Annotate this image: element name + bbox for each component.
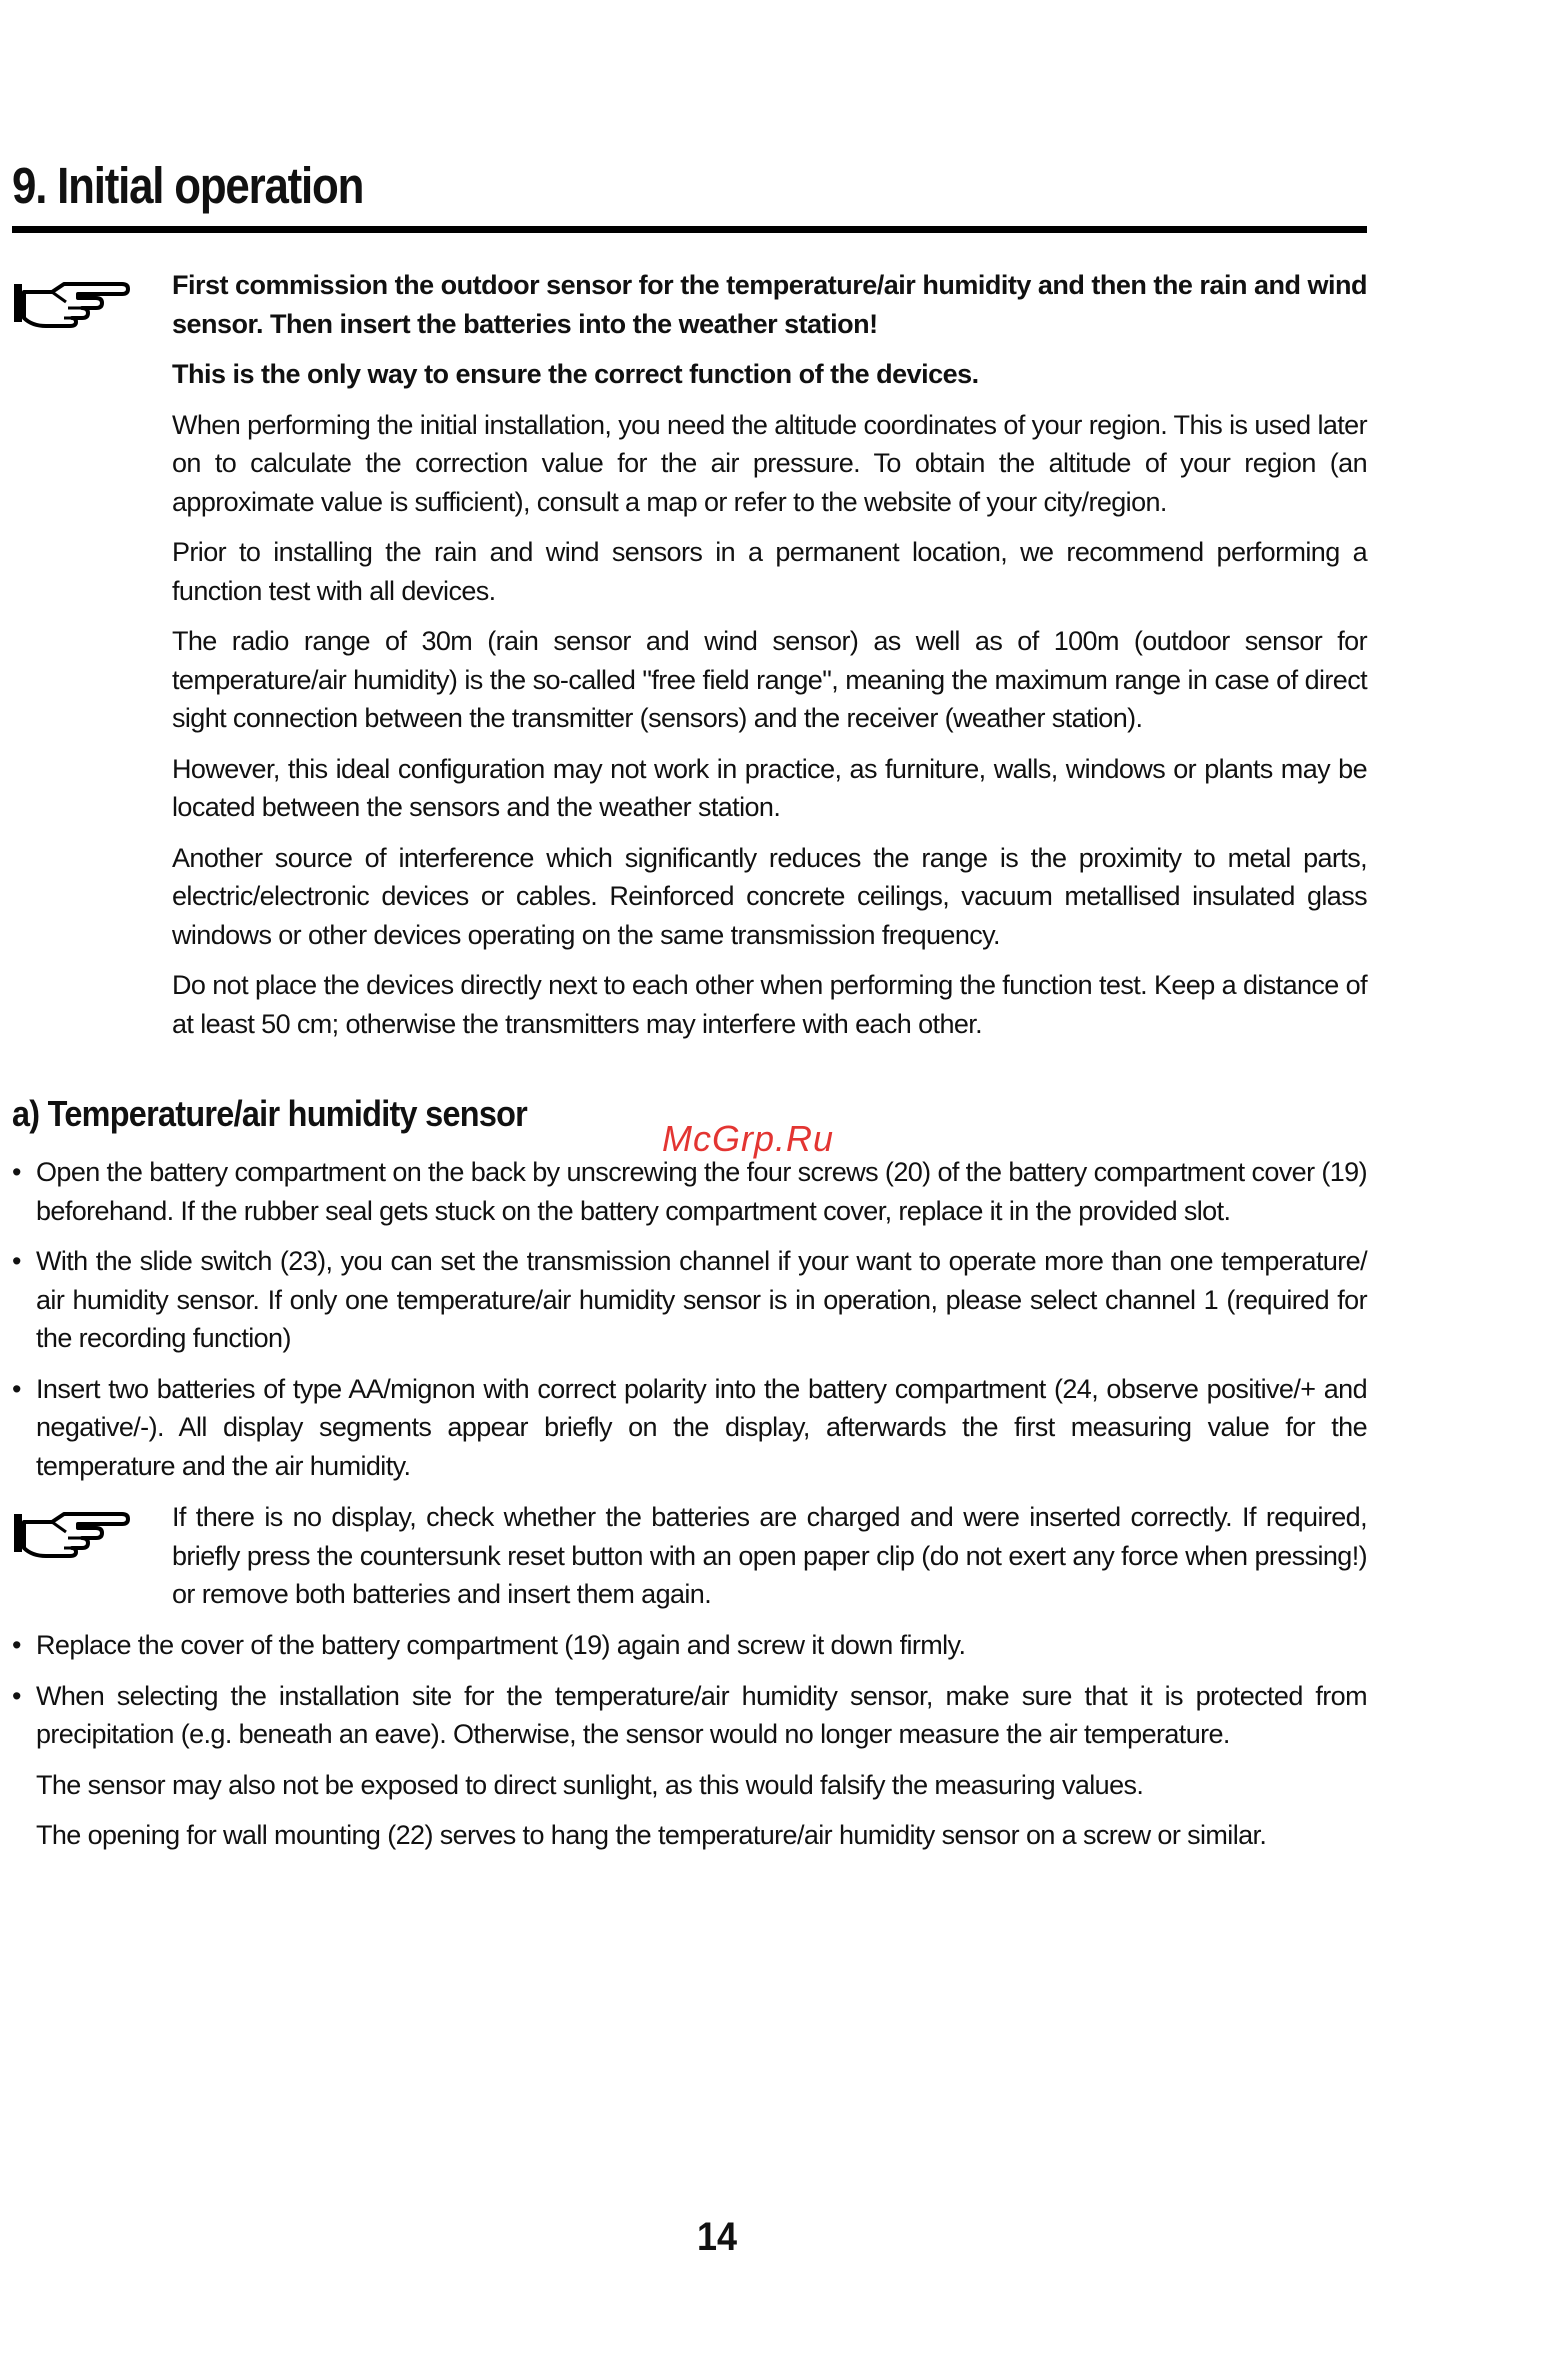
trailing-paragraph: The sensor may also not be exposed to direct sunlight, as this would falsify the measuring values. [36,1769,1144,1800]
bullet-item: • With the slide switch (23), you can set the transmission channel if your want to operate more than one temperature/ air humidity sensor. If only one temperature/air humidity sensor is in operation, please select channel 1 (required for the recording function) [12,1242,1367,1358]
battery-note [172,1498,1367,1626]
trailing-paragraph: The opening for wall mounting (22) serves to hang the temperature/air humidity sensor on a screw or similar. [36,1820,1267,1850]
intro-bold-line: This is the only way to ensure the correct function of the devices. [172,359,979,389]
page-number: 14 [696,2215,738,2259]
title-rule [12,226,1367,233]
pointing-hand-icon [12,1500,132,1560]
intro-paragraph: However, this ideal configuration may not work in practice, as furniture, walls, windows or plants may be located between the sensors and the weather station. [172,753,1367,822]
bullet-item: • Replace the cover of the battery compartment (19) again and screw it down firmly. [12,1626,1367,1665]
bullet-item: • Open the battery compartment on the back by unscrewing the four screws (20) of the battery compartment cover (19) beforehand. If the rubber seal gets stuck on the battery compartment cover, replace it in the provided slot. [12,1153,1367,1230]
intro-paragraph: The radio range of 30m (rain sensor and wind sensor) as well as of 100m (outdoor sensor for temperature/air humidity) is the so-called "free field range", meaning the maximum range in case of direct sight connection between the transmitter (sensors) and the receiver (weather station). [172,626,1367,733]
intro-paragraph: Do not place the devices directly next to each other when performing the function test. Keep a distance of at least 50 cm; otherwise the transmitters may interfere with each other. [172,970,1367,1039]
bullet-list-continued [12,1626,1367,1867]
intro-paragraph: Another source of interference which significantly reduces the range is the proximity to metal parts, electric/electronic devices or cables. Reinforced concrete ceilings, vacuum metallised insulated glass windows or other devices operating on the same transmission frequency. [172,842,1367,950]
section-heading: a) Temperature/air humidity sensor [12,1093,528,1134]
pointing-hand-icon [12,270,132,330]
page-title: 9. Initial operation [12,157,364,214]
watermark: McGrp.Ru [662,1118,835,1159]
intro-paragraph: When performing the initial installation, you need the altitude coordinates of your region. This is used later on to calculate the correction value for the air pressure. To obtain the altitude of your region (an approximate value is sufficient), consult a map or refer to the website of your city/region. [172,409,1367,517]
bullet-item: • Insert two batteries of type AA/mignon with correct polarity into the battery compartment (24, observe positive/+ and negative/-). All display segments appear briefly on the display, afterwards the first measuring value for the temperature and the air humidity. [12,1370,1367,1486]
note-text: If there is no display, check whether the batteries are charged and were inserted correctly. If required, briefly press the countersunk reset button with an open paper clip (do not exert any force when pressing!) or remove both batteries and insert them again. [172,1502,1367,1609]
intro-note [172,266,1367,1055]
bullet-item: • When selecting the installation site for the temperature/air humidity sensor, make sure that it is protected from precipitation (e.g. beneath an eave). Otherwise, the sensor would no longer measure the air temperature. [12,1677,1367,1754]
intro-paragraph: Prior to installing the rain and wind sensors in a permanent location, we recommend performing a function test with all devices. [172,537,1367,606]
intro-bold-line: First commission the outdoor sensor for the temperature/air humidity and then the rain and wind sensor. Then insert the batteries into the weather station! [172,270,1367,339]
bullet-list [12,1153,1367,1497]
